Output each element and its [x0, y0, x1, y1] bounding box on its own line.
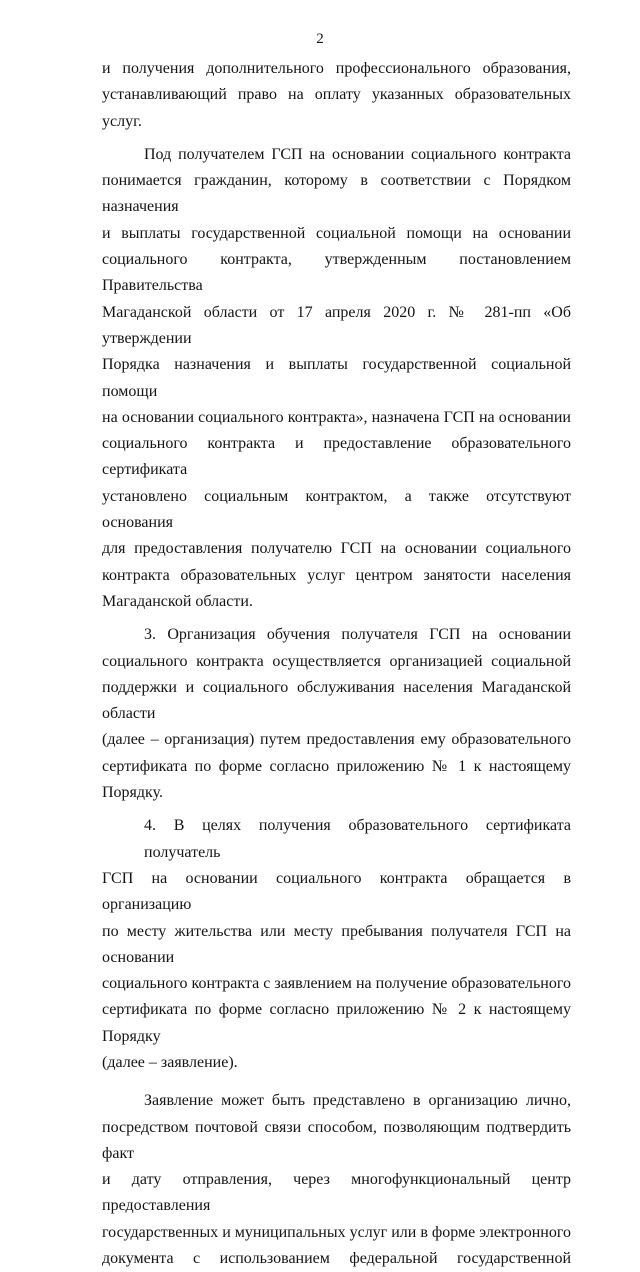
- text-line: социального контракта с заявлением на получение образовательного: [102, 975, 571, 993]
- text-line: и дату отправления, через многофункциональный центр предоставления: [102, 1171, 571, 1215]
- text-line: социального контракта и предоставление образовательного сертификата: [102, 435, 571, 479]
- paragraph-item-4: [102, 813, 571, 1076]
- paragraph-application-submission: [102, 1088, 571, 1272]
- text-line: ГСП на основании социального контракта обращается в организацию: [102, 869, 571, 914]
- text-line: для предоставления получателю ГСП на основании социального: [102, 540, 571, 558]
- paragraph-item-3: [102, 622, 571, 806]
- text-line: понимается гражданин, которому в соответствии с Порядком назначения: [102, 172, 571, 216]
- text-line: (далее – заявление).: [102, 1053, 238, 1071]
- text-line: по месту жительства или месту пребывания получателя ГСП на основании: [102, 922, 571, 966]
- text-line: и получения дополнительного профессионального образования,: [102, 60, 571, 77]
- text-line: 4. В целях получения образовательного сертификата получатель: [144, 817, 571, 861]
- text-line: посредством почтовой связи способом, позволяющим подтвердить факт: [102, 1118, 571, 1162]
- text-line: установлено социальным контрактом, а также отсутствуют основания: [102, 487, 571, 532]
- text-line: 3. Организация обучения получателя ГСП на основании: [144, 626, 571, 644]
- text-line: Магаданской области от 17 апреля 2020 г. № 281-пп «Об утверждении: [102, 303, 571, 347]
- document-body: [102, 56, 571, 1272]
- paragraph-recipient-definition: [102, 142, 571, 615]
- text-line: документа с использованием федеральной государственной: [102, 1250, 571, 1268]
- text-line: поддержки и социального обслуживания населения Магаданской области: [102, 678, 571, 723]
- text-line: государственных и муниципальных услуг или в форме электронного: [102, 1223, 571, 1241]
- text-line: сертификата по форме согласно приложению № 1 к настоящему Порядку.: [102, 757, 571, 802]
- text-line: устанавливающий право на оплату указанных образовательных услуг.: [102, 86, 571, 130]
- text-line: и выплаты государственной социальной помощи на основании: [102, 224, 571, 242]
- text-line: Магаданской области.: [102, 592, 253, 610]
- text-line: сертификата по форме согласно приложению № 2 к настоящему Порядку: [102, 1001, 571, 1045]
- paragraph-continuation: [102, 56, 571, 135]
- text-line: контракта образовательных услуг центром занятости населения: [102, 566, 571, 584]
- text-line: социального контракта осуществляется организацией социальной: [102, 652, 571, 670]
- text-line: (далее – организация) путем предоставления ему образовательного: [102, 731, 571, 749]
- text-line: Порядка назначения и выплаты государственной социальной помощи: [102, 356, 571, 400]
- text-line: на основании социального контракта», назначена ГСП на основании: [102, 408, 571, 426]
- page-number: 2: [316, 31, 324, 47]
- text-line: социального контракта, утвержденным постановлением Правительства: [102, 251, 571, 295]
- text-line: Под получателем ГСП на основании социального контракта: [144, 145, 571, 163]
- text-line: Заявление может быть представлено в организацию лично,: [144, 1092, 571, 1110]
